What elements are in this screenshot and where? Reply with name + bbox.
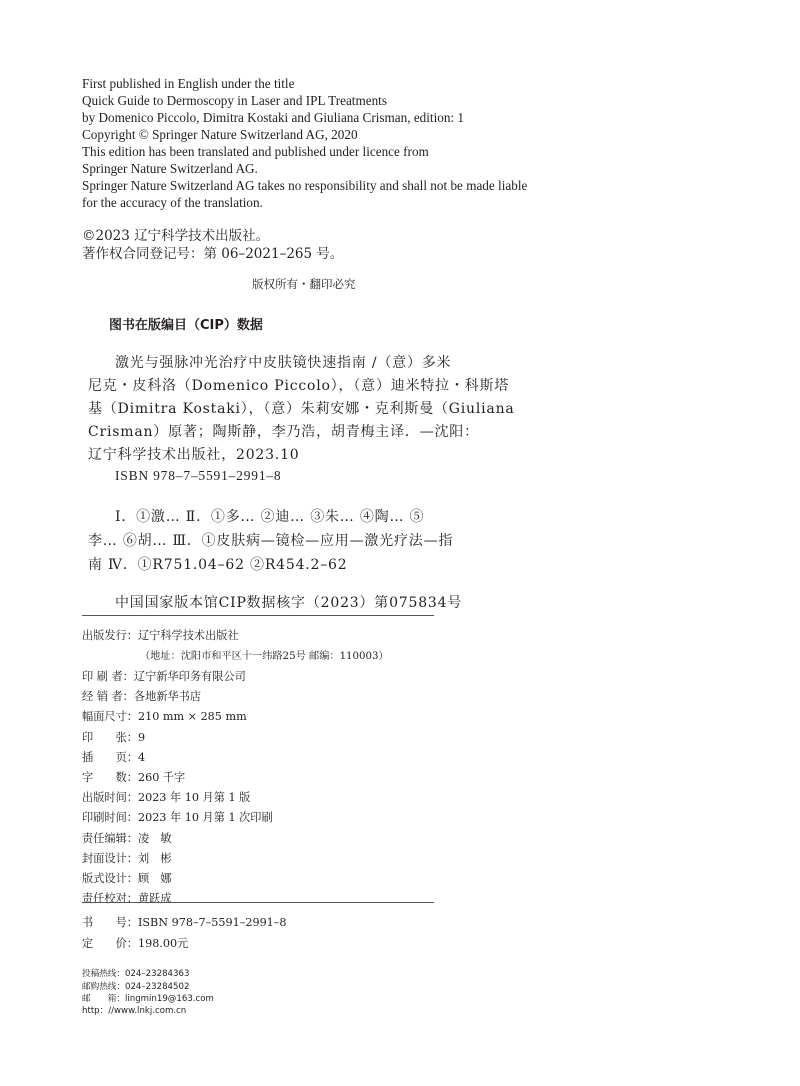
contact-row (82, 980, 189, 992)
publication-row-value: 260 千字 (137, 771, 186, 784)
publication-row (82, 789, 250, 805)
publication-row-label: 印 张： (82, 730, 138, 744)
contact-value: 024–23284502 (124, 982, 190, 992)
publication-row-label: 幅面尺寸： (82, 710, 138, 724)
cip-classification-line: 南 Ⅳ．①R751.04–62 ②R454.2–62 (88, 557, 348, 573)
publication-row-value: 黄跃成 (137, 892, 172, 906)
book-number-value: ISBN 978–7–5591–2991–8 (137, 916, 287, 929)
contact-label: 邮 箱： (82, 994, 125, 1004)
publication-row-label: 印 刷 者： (82, 670, 134, 683)
publication-row (82, 830, 172, 846)
publication-row-value: 2023 年 10 月第 1 版 (137, 791, 251, 805)
cip-description-line: 辽宁科学技术出版社，2023.10 (88, 447, 300, 463)
cip-classification-line: 李… ⑥胡… Ⅲ．①皮肤病—镜检—应用—激光疗法—指 (88, 533, 454, 549)
publication-row (82, 870, 172, 886)
publication-row-value: 4 (137, 750, 146, 764)
contact-value: lingmin19@163.com (124, 994, 214, 1004)
publication-row (82, 749, 145, 765)
notice-line: First published in English under the title (82, 76, 295, 91)
notice-line: Springer Nature Switzerland AG. (82, 161, 258, 176)
divider (82, 615, 434, 616)
publication-row (82, 729, 145, 745)
cip-classification-line: Ⅰ．①激… Ⅱ．①多… ②迪… ③朱… ④陶… ⑤ (115, 509, 425, 525)
publication-row-value: 刘 彬 (137, 851, 172, 865)
publication-row (82, 769, 185, 785)
publisher-address: （地址：沈阳市和平区十一纬路25号 邮编：110003） (140, 651, 389, 662)
notice-line: by Domenico Piccolo, Dimitra Kostaki and Giuliana Crisman, edition: 1 (82, 110, 465, 125)
contact-row (82, 992, 214, 1004)
cip-isbn: ISBN 978–7–5591–2991–8 (115, 468, 282, 483)
publisher-value: 辽宁科学技术出版社 (137, 629, 239, 642)
publication-row-label: 字 数： (82, 771, 138, 784)
publication-row-value: 各地新华书店 (133, 690, 202, 704)
notice-line: Quick Guide to Dermoscopy in Laser and IPL Treatments (82, 93, 387, 108)
publisher-label: 出版发行： (82, 629, 138, 642)
publication-row-value: 2023 年 10 月第 1 次印刷 (137, 811, 273, 825)
publication-row-label: 封面设计： (82, 851, 138, 865)
publication-row (82, 668, 246, 684)
publication-row-label: 责任编辑： (82, 831, 138, 845)
publication-row-value: 顾 娜 (137, 872, 172, 885)
publication-row (82, 890, 172, 906)
publication-row (82, 688, 201, 704)
price-row (82, 935, 188, 951)
publication-row-value: 辽宁新华印务有限公司 (133, 670, 246, 683)
notice-line: Springer Nature Switzerland AG takes no responsibility and shall not be made liable (82, 178, 528, 193)
book-number-row (82, 914, 287, 930)
publication-row-label: 出版时间： (82, 791, 138, 805)
cip-core-number: 中国国家版本馆CIP数据核字（2023）第075834号 (115, 595, 463, 611)
cip-description-line: 基（Dimitra Kostaki），（意）朱莉安娜・克利斯曼（Giuliana (88, 401, 515, 417)
publication-row-label: 版式设计： (82, 872, 138, 885)
publication-row-label: 经 销 者： (82, 690, 134, 704)
contract-registration: 著作权合同登记号：第 06–2021–265 号。 (82, 246, 344, 262)
publication-row (82, 809, 273, 825)
rights-notice: 版权所有・翻印必究 (252, 277, 356, 291)
notice-line: for the accuracy of the translation. (82, 195, 263, 210)
divider (82, 902, 434, 903)
contact-label: 邮购热线： (82, 982, 125, 992)
website-value: http：//www.lnkj.com.cn (82, 1006, 187, 1016)
publication-row-label: 印刷时间： (82, 811, 138, 825)
cip-heading: 图书在版编目（CIP）数据 (109, 318, 263, 333)
contact-value: 024–23284363 (124, 969, 190, 979)
publication-row-value: 9 (137, 730, 146, 744)
notice-line: This edition has been translated and published under licence from (82, 144, 429, 159)
price-label: 定 价： (82, 937, 138, 950)
cip-description-line: 尼克・皮科洛（Domenico Piccolo），（意）迪米特拉・科斯塔 (88, 378, 510, 394)
cip-description-line: 激光与强脉冲光治疗中皮肤镜快速指南 /（意）多米 (115, 355, 452, 371)
publication-row-value: 210 mm × 285 mm (137, 710, 247, 724)
notice-line: Copyright © Springer Nature Switzerland AG, 2020 (82, 127, 358, 142)
publication-row-value: 凌 敏 (137, 831, 172, 845)
publication-row (82, 850, 172, 866)
publication-row-label: 插 页： (82, 750, 138, 764)
publication-row-label: 责任校对： (82, 892, 138, 906)
contact-row (82, 1004, 186, 1016)
publisher-row (82, 627, 239, 643)
copyright-line: ©2023 辽宁科学技术出版社。 (82, 228, 270, 244)
book-number-label: 书 号： (82, 916, 138, 929)
contact-row (82, 967, 189, 979)
publication-row (82, 708, 247, 724)
price-value: 198.00元 (137, 937, 189, 950)
cip-description-line: Crisman）原著；陶斯静，李乃浩，胡青梅主译．—沈阳： (88, 424, 479, 440)
contact-label: 投稿热线： (82, 969, 125, 979)
